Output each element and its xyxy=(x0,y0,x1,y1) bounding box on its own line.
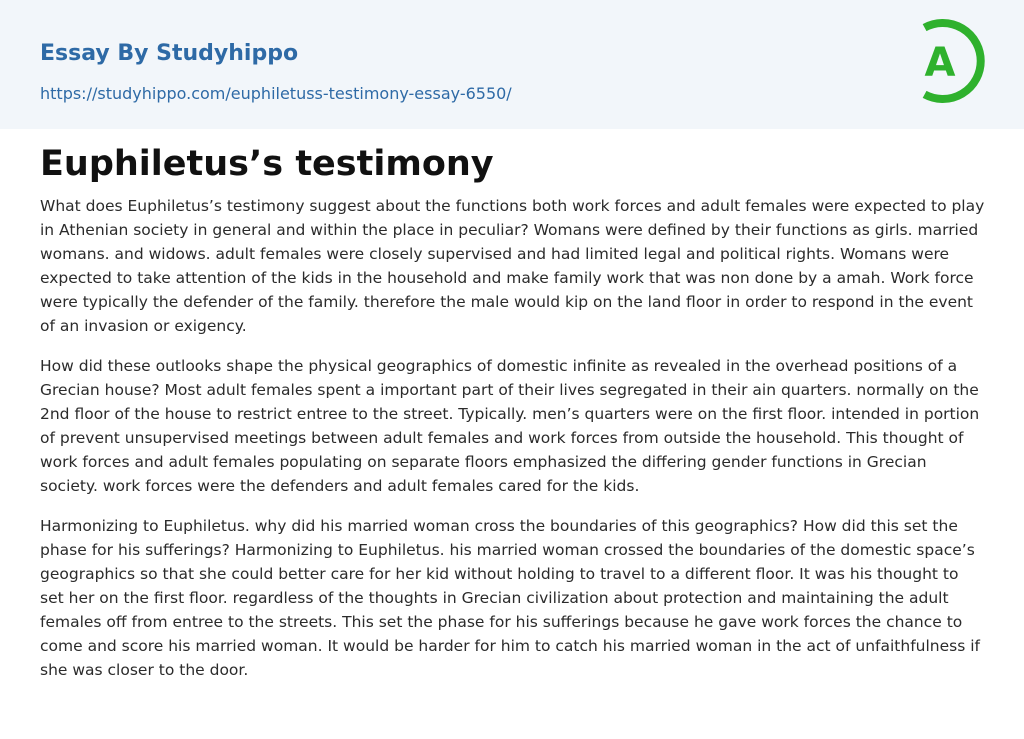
circle-a-logo-icon[interactable] xyxy=(900,16,990,106)
logo-letter: A xyxy=(924,40,956,86)
essay-paragraph: How did these outlooks shape the physical geographics of domestic infinite as revealed in the overhead positions of a Grecian house? Most adult females spent a important part of their lives segregated in their ain quarters. normally on the 2nd floor of the house to restrict entree to the street. Typically. men’s quarters were on the first floor. intended in portion of prevent unsupervised meetings between adult females and work forces from outside the household. This thought of work forces and adult females populating on separate floors emphasized the differing gender functions in Grecian society. work forces were the defenders and adult females cared for the kids. xyxy=(40,357,980,495)
essay-paragraph: What does Euphiletus’s testimony suggest about the functions both work forces and adult females were expected to play in Athenian society in general and within the place in peculiar? Womans were defined by their functions as girls. married womans. and widows. adult females were closely supervised and had limited legal and political rights. Womans were expected to take attention of the kids in the household and make family work that was non done by a amah. Work force were typically the defender of the family. therefore the male would kip on the land floor in order to respond in the event of an invasion or exigency. xyxy=(40,197,985,335)
essay-body xyxy=(40,194,985,698)
essay-url-link[interactable]: https://studyhippo.com/euphiletuss-testimony-essay-6550/ xyxy=(40,84,512,103)
essay-title: Euphiletus’s testimony xyxy=(40,144,494,184)
site-brand[interactable]: Essay By Studyhippo xyxy=(40,41,299,66)
essay-paragraph: Harmonizing to Euphiletus. why did his married woman cross the boundaries of this geographics? How did this set the phase for his sufferings? Harmonizing to Euphiletus. his married woman crossed the boundaries of the domestic space’s geographics so that she could better care for her kid without holding to travel to a different floor. It was his thought to set her on the first floor. regardless of the thoughts in Grecian civilization about protection and maintaining the adult females off from entree to the streets. This set the phase for his sufferings because he gave work forces the chance to come and score his married woman. It would be harder for him to catch his married woman in the act of unfaithfulness if she was closer to the door. xyxy=(40,517,980,679)
page-header xyxy=(0,0,1024,129)
